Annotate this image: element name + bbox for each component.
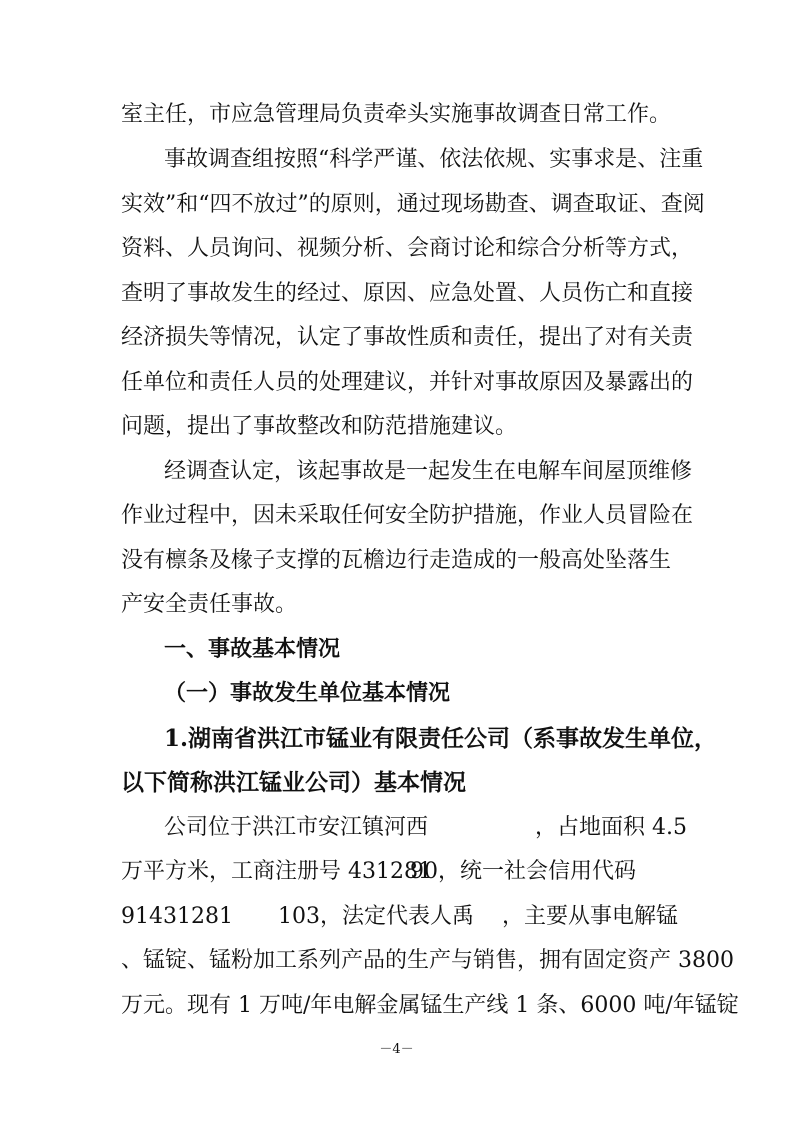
item-heading-line: 以下简称洪江锰业公司）基本情况 [121,769,466,796]
body-text-segment: 万平方米，工商注册号 431281 [121,859,432,884]
body-text-line: 资料、人员询问、视频分析、会商讨论和综合分析等方式， [121,236,694,261]
body-text-segment: 90，统一社会信用代码 [410,859,636,884]
body-text-line: 实效”和“四不放过”的原则，通过现场勘查、调查取证、查阅 [121,192,705,217]
body-text-segment: ，主要从事电解锰 [502,904,679,929]
page-number: －4－ [379,1042,414,1057]
body-text-segment: 91431281 [121,904,233,929]
body-text-line: 经调查认定，该起事故是一起发生在电解车间屋顶维修 [164,459,693,484]
body-text-line: 查明了事故发生的经过、原因、应急处置、人员伤亡和直接 [121,281,694,306]
body-text-line: 万元。现有 1 万吨/年电解金属锰生产线 1 条、6000 吨/年锰锭 [121,993,739,1018]
body-text-line: 室主任，市应急管理局负责牵头实施事故调查日常工作。 [121,102,672,127]
body-text-line: 作业过程中，因未采取任何安全防护措施，作业人员冒险在 [121,503,694,528]
item-heading-line: 1.湖南省洪江市锰业有限责任公司（系事故发生单位， [164,725,718,752]
section-heading: 一、事故基本情况 [164,637,341,662]
body-text-line: 问题，提出了事故整改和防范措施建议。 [121,414,518,439]
body-text-line: 、锰锭、锰粉加工系列产品的生产与销售，拥有固定资产 3800 [121,948,734,973]
subsection-heading: （一）事故发生单位基本情况 [164,681,451,706]
body-text-segment: 公司位于洪江市安江镇河西 [164,815,429,840]
body-text-line: 产安全责任事故。 [121,592,298,617]
body-text-segment: ，占地面积 4.5 [535,815,687,840]
body-text-segment: 103，法定代表人禹 [278,904,474,929]
body-text-line: 经济损失等情况，认定了事故性质和责任，提出了对有关责 [121,325,694,350]
body-text-line: 事故调查组按照“科学严谨、依法依规、实事求是、注重 [164,147,704,172]
body-text-line: 任单位和责任人员的处理建议，并针对事故原因及暴露出的 [121,370,694,395]
body-text-line: 没有檩条及椽子支撑的瓦檐边行走造成的一般高处坠落生 [121,548,672,573]
